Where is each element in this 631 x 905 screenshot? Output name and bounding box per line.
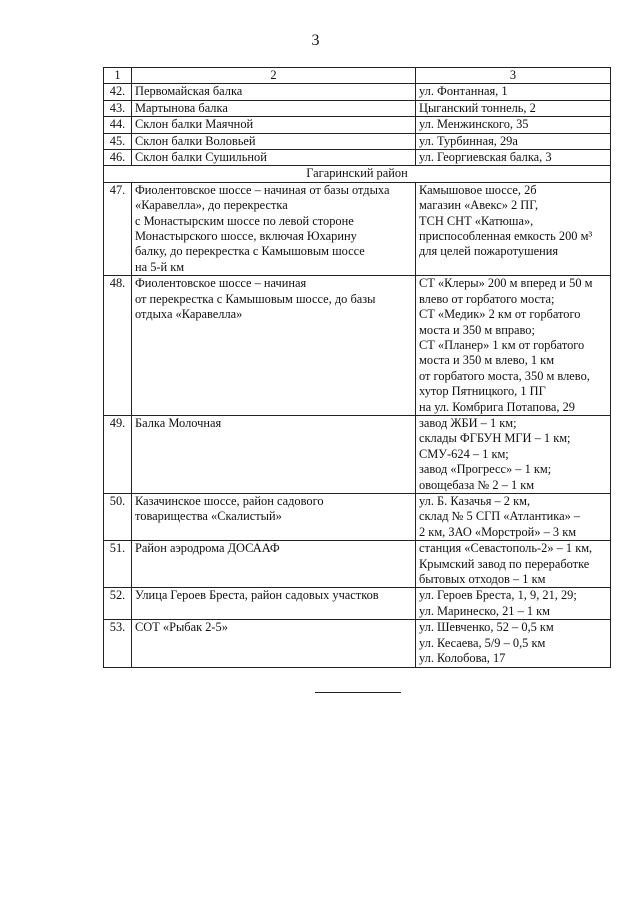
table-row [104, 588, 611, 620]
address-line: влево от горбатого моста; [419, 291, 555, 306]
address-line: 2 км, ЗАО «Морстрой» – 3 км [419, 524, 577, 539]
address-line: овощебаза № 2 – 1 км [419, 477, 535, 492]
address-line: СМУ-624 – 1 км; [419, 446, 509, 461]
place-cell: Первомайская балка [132, 84, 416, 100]
place-cell: Склон балки Воловьей [132, 133, 416, 149]
address-cell: ул. Георгиевская балка, 3 [416, 150, 611, 166]
address-line: завод ЖБИ – 1 км; [419, 415, 517, 430]
table-row [104, 150, 611, 166]
row-number: 50. [104, 493, 132, 540]
table-row [104, 415, 611, 493]
table-row [104, 541, 611, 588]
table-row [104, 493, 611, 540]
address-cell: ул. Менжинского, 35 [416, 117, 611, 133]
address-line: ул. Героев Бреста, 1, 9, 21, 29; [419, 588, 577, 603]
column-header-address: 3 [416, 68, 611, 84]
address-line: для целей пожаротушения [419, 244, 559, 259]
address-cell [416, 541, 611, 588]
place-line: Балка Молочная [135, 415, 222, 430]
row-number: 43. [104, 100, 132, 116]
address-line: СТ «Клеры» 200 м вперед и 50 м [419, 276, 593, 291]
header-row [104, 68, 611, 84]
place-cell: Склон балки Сушильной [132, 150, 416, 166]
address-line: моста и 350 м влево, 1 км [419, 353, 555, 368]
address-line: завод «Прогресс» – 1 км; [419, 462, 552, 477]
place-line: на 5-й км [135, 259, 185, 274]
address-cell: ул. Фонтанная, 1 [416, 84, 611, 100]
place-line: отдыха «Каравелла» [135, 307, 243, 322]
place-line: Казачинское шоссе, район садового [135, 493, 324, 508]
address-cell [416, 588, 611, 620]
address-line: ул. Б. Казачья – 2 км, [419, 493, 531, 508]
address-line: станция «Севастополь-2» – 1 км, [419, 541, 593, 556]
place-cell: Склон балки Маячной [132, 117, 416, 133]
address-line: Камышовое шоссе, 2б [419, 182, 537, 197]
place-cell [132, 541, 416, 588]
column-header-number: 1 [104, 68, 132, 84]
address-line: СТ «Планер» 1 км от горбатого [419, 337, 585, 352]
place-cell [132, 620, 416, 668]
address-line: от горбатого моста, 350 м влево, [419, 368, 590, 383]
address-line: Крымский завод по переработке [419, 556, 590, 571]
address-cell [416, 276, 611, 416]
place-line: «Каравелла», до перекрестка [135, 198, 288, 213]
address-line: склады ФГБУН МГИ – 1 км; [419, 431, 571, 446]
fire-water-sources-table [103, 67, 611, 668]
row-number: 45. [104, 133, 132, 149]
address-cell: ул. Турбинная, 29а [416, 133, 611, 149]
row-number: 46. [104, 150, 132, 166]
table-row [104, 133, 611, 149]
place-line: товарищества «Скалистый» [135, 509, 282, 524]
table-row [104, 620, 611, 668]
address-cell [416, 415, 611, 493]
place-line: с Монастырским шоссе по левой стороне [135, 213, 354, 228]
place-line: от перекрестка с Камышовым шоссе, до базы [135, 291, 376, 306]
district-row [104, 166, 611, 182]
row-number: 53. [104, 620, 132, 668]
place-cell: Мартынова балка [132, 100, 416, 116]
address-line: магазин «Авекс» 2 ПГ, [419, 198, 539, 213]
address-cell [416, 493, 611, 540]
place-line: Район аэродрома ДОСААФ [135, 541, 280, 556]
address-line: ул. Шевченко, 52 – 0,5 км [419, 620, 554, 635]
address-line: СТ «Медик» 2 км от горбатого [419, 307, 581, 322]
place-line: Фиолентовское шоссе – начиная [135, 276, 307, 291]
row-number: 49. [104, 415, 132, 493]
place-cell [132, 588, 416, 620]
address-line: приспособленная емкость 200 м³ [419, 229, 593, 244]
place-cell [132, 493, 416, 540]
page-number: 3 [311, 32, 320, 49]
address-cell [416, 620, 611, 668]
column-header-place: 2 [132, 68, 416, 84]
row-number: 48. [104, 276, 132, 416]
place-line: СОТ «Рыбак 2-5» [135, 620, 228, 635]
table-row [104, 276, 611, 416]
place-cell [132, 182, 416, 275]
row-number: 52. [104, 588, 132, 620]
address-cell [416, 182, 611, 275]
table-row [104, 117, 611, 133]
row-number: 47. [104, 182, 132, 275]
address-line: хутор Пятницкого, 1 ПГ [419, 384, 546, 399]
place-line: балку, до перекрестка с Камышовым шоссе [135, 244, 365, 259]
place-cell [132, 415, 416, 493]
table-row [104, 84, 611, 100]
row-number: 44. [104, 117, 132, 133]
address-line: склад № 5 СГП «Атлантика» – [419, 509, 581, 524]
table-row [104, 100, 611, 116]
address-line: на ул. Комбрига Потапова, 29 [419, 399, 575, 414]
address-line: ул. Колобова, 17 [419, 651, 506, 666]
address-line: бытовых отходов – 1 км [419, 572, 546, 586]
place-line: Фиолентовское шоссе – начиная от базы отдыха [135, 182, 390, 197]
address-line: ул. Маринеско, 21 – 1 км [419, 603, 551, 618]
place-line: Монастырского шоссе, включая Юхарину [135, 229, 357, 244]
address-line: ТСН СНТ «Катюша», [419, 213, 534, 228]
row-number: 51. [104, 541, 132, 588]
district-heading: Гагаринский район [104, 166, 611, 182]
address-line: моста и 350 м вправо; [419, 322, 535, 337]
address-line: ул. Кесаева, 5/9 – 0,5 км [419, 635, 546, 650]
place-cell [132, 276, 416, 416]
end-of-document-rule [315, 692, 401, 693]
place-line: Улица Героев Бреста, район садовых участков [135, 588, 379, 603]
table-row [104, 182, 611, 275]
row-number: 42. [104, 84, 132, 100]
address-cell: Цыганский тоннель, 2 [416, 100, 611, 116]
